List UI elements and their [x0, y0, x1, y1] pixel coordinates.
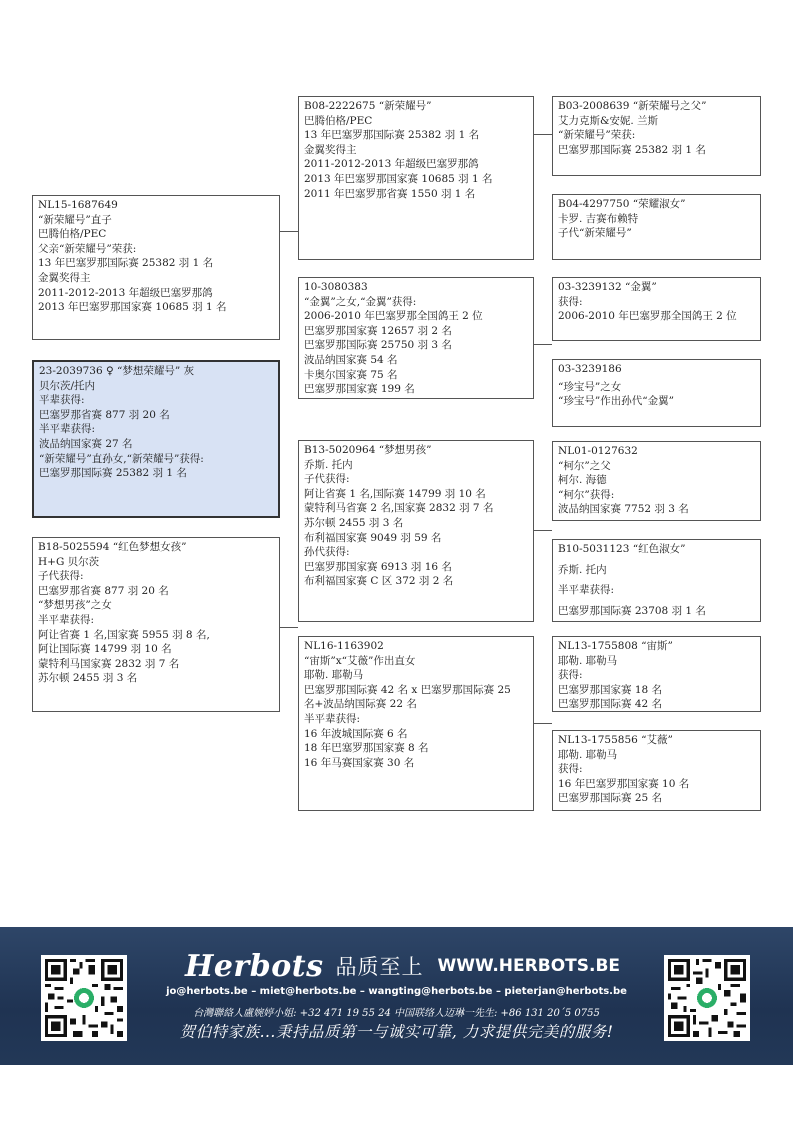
ancestor-line: “柯尔”之父 [558, 459, 611, 472]
ancestor-ring: 03-3239132 “金翼” [558, 281, 657, 293]
ancestor-line: “珍宝号”之女 [558, 380, 622, 393]
dam-dam-line: 耶勒. 耶勒马 [304, 669, 364, 682]
connector-line [534, 530, 552, 531]
subject-line: 平辈获得: [39, 394, 85, 407]
connector-line [280, 627, 298, 628]
dam-line: 巴塞罗那省赛 877 羽 20 名 [38, 584, 169, 597]
dam-dam-line: 16 年波城国际赛 6 名 [304, 727, 408, 740]
sire-box [32, 195, 280, 340]
sire-ring: NL15-1687649 [38, 199, 118, 211]
dam-dam-line: 半平辈获得: [304, 712, 361, 725]
dam-box [32, 537, 280, 712]
dam-sire-line: 蒙特利马省赛 2 名,国家赛 2832 羽 7 名 [304, 502, 494, 515]
dam-dam-line: 名+波品纳国际赛 22 名 [304, 698, 417, 711]
ancestor-line: 获得: [558, 295, 583, 308]
sire-line: 巴腾伯格/PEC [38, 228, 107, 241]
sire-dam-line: “金翼”之女,“金翼”获得: [304, 295, 417, 308]
dam-sire-line: 子代获得: [304, 473, 350, 486]
sire-sire-line: 金翼奖得主 [304, 143, 357, 156]
sire-sire-line: 巴腾伯格/PEC [304, 114, 373, 127]
sire-line: 2011-2012-2013 年超级巴塞罗那鸽 [38, 286, 213, 299]
dam-dam-line: 巴塞罗那国际赛 42 名 x 巴塞罗那国际赛 25 [304, 683, 511, 696]
dam-dam-dam-box [552, 730, 761, 811]
sire-sire-sire-box [552, 96, 761, 176]
subject-line: 贝尔茨/托内 [39, 379, 96, 392]
sire-sire-line: 2011-2012-2013 年超级巴塞罗那鸽 [304, 158, 479, 171]
ancestor-ring: NL13-1755856 “艾薇” [558, 734, 673, 746]
connector-line [534, 723, 552, 724]
sire-dam-dam-box [552, 359, 761, 427]
dam-sire-line: 布利福国家赛 C 区 372 羽 2 名 [304, 575, 454, 588]
dam-sire-dam-box [552, 539, 761, 622]
sire-line: 2013 年巴塞罗那国家赛 10685 羽 1 名 [38, 301, 227, 314]
ancestor-line: 获得: [558, 669, 583, 682]
ancestor-ring: NL13-1755808 “宙斯” [558, 640, 673, 652]
subject-ring: 23-2039736 ♀ “梦想荣耀号” 灰 [39, 365, 195, 377]
dam-dam-box [298, 636, 534, 811]
sire-dam-line: 巴塞罗那国际赛 25750 羽 3 名 [304, 339, 452, 352]
dam-sire-line: 巴塞罗那国家赛 6913 羽 16 名 [304, 560, 452, 573]
ancestor-ring: B04-4297750 “荣耀淑女” [558, 198, 686, 210]
dam-sire-line: 苏尔顿 2455 羽 3 名 [304, 516, 404, 529]
dam-sire-box [298, 440, 534, 622]
sire-line: 金翼奖得主 [38, 271, 91, 284]
subject-line: 巴塞罗那国际赛 25382 羽 1 名 [39, 467, 187, 480]
ancestor-line: “珍宝号”作出孙代“金翼” [558, 395, 674, 408]
ancestor-ring: 03-3239186 [558, 363, 622, 375]
dam-ring: B18-5025594 “红色梦想女孩” [38, 541, 187, 553]
dam-line: H+G 贝尔茨 [38, 555, 100, 568]
ancestor-line: 2006-2010 年巴塞罗那全国鸽王 2 位 [558, 310, 737, 323]
dam-sire-line: 孙代获得: [304, 546, 350, 559]
brand-row [185, 949, 625, 983]
connector-line [280, 231, 298, 232]
ancestor-line: 半平辈获得: [558, 584, 615, 597]
ancestor-line: 耶勒. 耶勒马 [558, 748, 618, 761]
ancestor-line: 乔斯. 托内 [558, 563, 607, 576]
ancestor-line: 16 年巴塞罗那国家赛 10 名 [558, 777, 690, 790]
ancestor-ring: NL01-0127632 [558, 445, 638, 457]
ancestor-line: 卡罗. 吉赛布赖特 [558, 212, 639, 225]
footer-tagline: 贺伯特家族...秉持品质第一与诚实可靠, 力求提供完美的服务! [179, 1023, 614, 1041]
sire-dam-line: 巴塞罗那国家赛 199 名 [304, 383, 415, 396]
phone-contacts: 台灣聯絡人盧婉婷小姐: +32 471 19 55 24 中国联络人迈琳一先生: +86 131 20´5 0755 [193, 1008, 600, 1019]
dam-line: 子代获得: [38, 570, 84, 583]
email-contacts[interactable]: jo@herbots.be – miet@herbots.be – wangting@herbots.be – pieterjan@herbots.be [166, 986, 627, 997]
sire-dam-line: 卡奥尔国家赛 75 名 [304, 368, 398, 381]
sire-sire-line: 13 年巴塞罗那国际赛 25382 羽 1 名 [304, 129, 480, 142]
dam-sire-ring: B13-5020964 “梦想男孩” [304, 444, 432, 456]
ancestor-line: 巴塞罗那国际赛 25 名 [558, 792, 663, 805]
dam-line: 半平辈获得: [38, 613, 95, 626]
ancestor-line: 巴塞罗那国际赛 23708 羽 1 名 [558, 604, 706, 617]
sire-dam-line: 2006-2010 年巴塞罗那全国鸽王 2 位 [304, 310, 483, 323]
sire-sire-ring: B08-2222675 “新荣耀号” [304, 100, 432, 112]
ancestor-ring: B03-2008639 “新荣耀号之父” [558, 100, 707, 112]
dam-line: “梦想男孩”之女 [38, 599, 112, 612]
herbots-logo: Herbots [185, 948, 324, 984]
dam-dam-ring: NL16-1163902 [304, 640, 384, 652]
ancestor-line: 获得: [558, 763, 583, 776]
dam-dam-line: 16 年马赛国家赛 30 名 [304, 756, 415, 769]
brand-slogan: 品质至上 [335, 955, 424, 979]
sire-dam-line: 波品纳国家赛 54 名 [304, 353, 398, 366]
subject-line: 半平辈获得: [39, 423, 96, 436]
sire-sire-box [298, 96, 534, 260]
ancestor-line: 耶勒. 耶勒马 [558, 654, 618, 667]
sire-line: “新荣耀号”直子 [38, 213, 112, 226]
dam-sire-line: 布利福国家赛 9049 羽 59 名 [304, 531, 442, 544]
connector-line [534, 134, 552, 135]
dam-line: 蒙特利马国家赛 2832 羽 7 名 [38, 657, 180, 670]
ancestor-line: 巴塞罗那国家赛 18 名 [558, 683, 663, 696]
dam-line: 阿让省赛 1 名,国家赛 5955 羽 8 名, [38, 628, 210, 641]
dam-dam-line: 18 年巴塞罗那国家赛 8 名 [304, 742, 429, 755]
sire-dam-sire-box [552, 277, 761, 341]
sire-dam-box [298, 277, 534, 399]
sire-sire-dam-box [552, 194, 761, 260]
dam-sire-line: 乔斯. 托内 [304, 458, 353, 471]
subject-line: 波品纳国家赛 27 名 [39, 437, 133, 450]
dam-dam-sire-box [552, 636, 761, 712]
sire-sire-line: 2011 年巴塞罗那省赛 1550 羽 1 名 [304, 187, 476, 200]
pedigree-subject-box [32, 360, 280, 518]
ancestor-line: “新荣耀号”荣获: [558, 129, 636, 142]
wechat-qr-code-icon [668, 959, 746, 1037]
ancestor-line: “柯尔”获得: [558, 488, 615, 501]
footer-banner [0, 927, 793, 1065]
dam-sire-sire-box [552, 441, 761, 521]
ancestor-line: 波品纳国家赛 7752 羽 3 名 [558, 503, 689, 516]
dam-dam-line: “宙斯”x“艾薇”作出直女 [304, 654, 416, 667]
website-link[interactable]: WWW.HERBOTS.BE [437, 956, 621, 976]
ancestor-ring: B10-5031123 “红色淑女” [558, 543, 686, 555]
connector-line [534, 344, 552, 345]
subject-line: 巴塞罗那省赛 877 羽 20 名 [39, 408, 170, 421]
subject-line: “新荣耀号”直孙女,“新荣耀号”获得: [39, 452, 204, 465]
sire-dam-ring: 10-3080383 [304, 281, 368, 293]
sire-dam-line: 巴塞罗那国家赛 12657 羽 2 名 [304, 324, 452, 337]
ancestor-line: 巴塞罗那国际赛 42 名 [558, 698, 663, 711]
ancestor-line: 艾力克斯&安妮. 兰斯 [558, 114, 659, 127]
dam-line: 阿让国际赛 14799 羽 10 名 [38, 643, 172, 656]
ancestor-line: 子代“新荣耀号” [558, 227, 632, 240]
sire-line: 父亲“新荣耀号”荣获: [38, 242, 137, 255]
qr-code-right[interactable] [664, 955, 750, 1041]
sire-line: 13 年巴塞罗那国际赛 25382 羽 1 名 [38, 257, 214, 270]
sire-sire-line: 2013 年巴塞罗那国家赛 10685 羽 1 名 [304, 172, 493, 185]
ancestor-line: 巴塞罗那国际赛 25382 羽 1 名 [558, 143, 706, 156]
dam-line: 苏尔顿 2455 羽 3 名 [38, 672, 138, 685]
dam-sire-line: 阿让省赛 1 名,国际赛 14799 羽 10 名 [304, 487, 486, 500]
ancestor-line: 柯尔. 海德 [558, 474, 607, 487]
